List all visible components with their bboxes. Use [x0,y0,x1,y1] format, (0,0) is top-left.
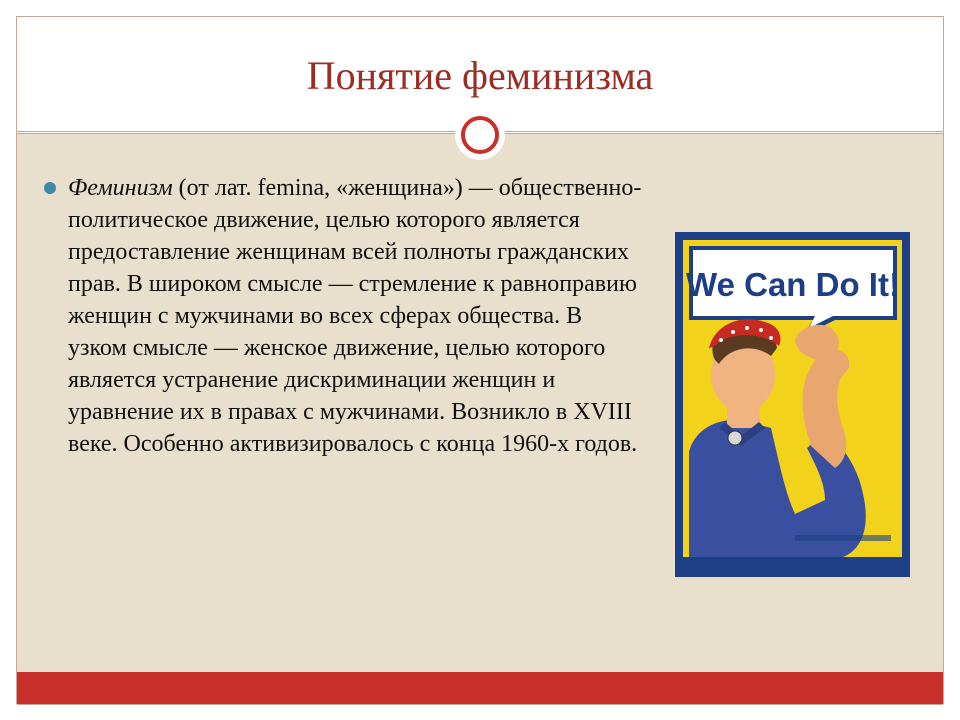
definition-text [68,172,644,460]
bullet-item [44,172,644,460]
bandana-dot [759,328,763,332]
circle-ornament-icon [455,110,505,160]
badge-icon [728,431,742,445]
poster-headline: We Can Do It! [686,266,900,303]
bandana-dot [769,336,773,340]
neck [727,404,761,428]
bandana-dot [745,326,749,330]
poster-caption-strip [795,535,891,541]
bandana-dot [719,338,723,342]
slide-title: Понятие феминизма [306,53,654,98]
bandana-dot [731,330,735,334]
term: Феминизм [68,175,173,201]
footer-bar [17,672,943,704]
definition: (от лат. femina, «женщина») — общественно-политическое движение, целью которого является предоставление женщинам всей полноты гражданских прав. В широком смысле — стремление к равноправию женщин с мужчинами во всех сферах общества. В узком смысле — женское движение, целью которого является устранение дискриминации женщин и уравнение их в правах с мужчинами. Возникло в XVIII веке. Особенно активизировалось с конца 1960-х годов. [68,175,642,457]
bullet-dot-icon [44,182,56,194]
footer-line [17,704,943,705]
we-can-do-it-poster [675,232,910,577]
